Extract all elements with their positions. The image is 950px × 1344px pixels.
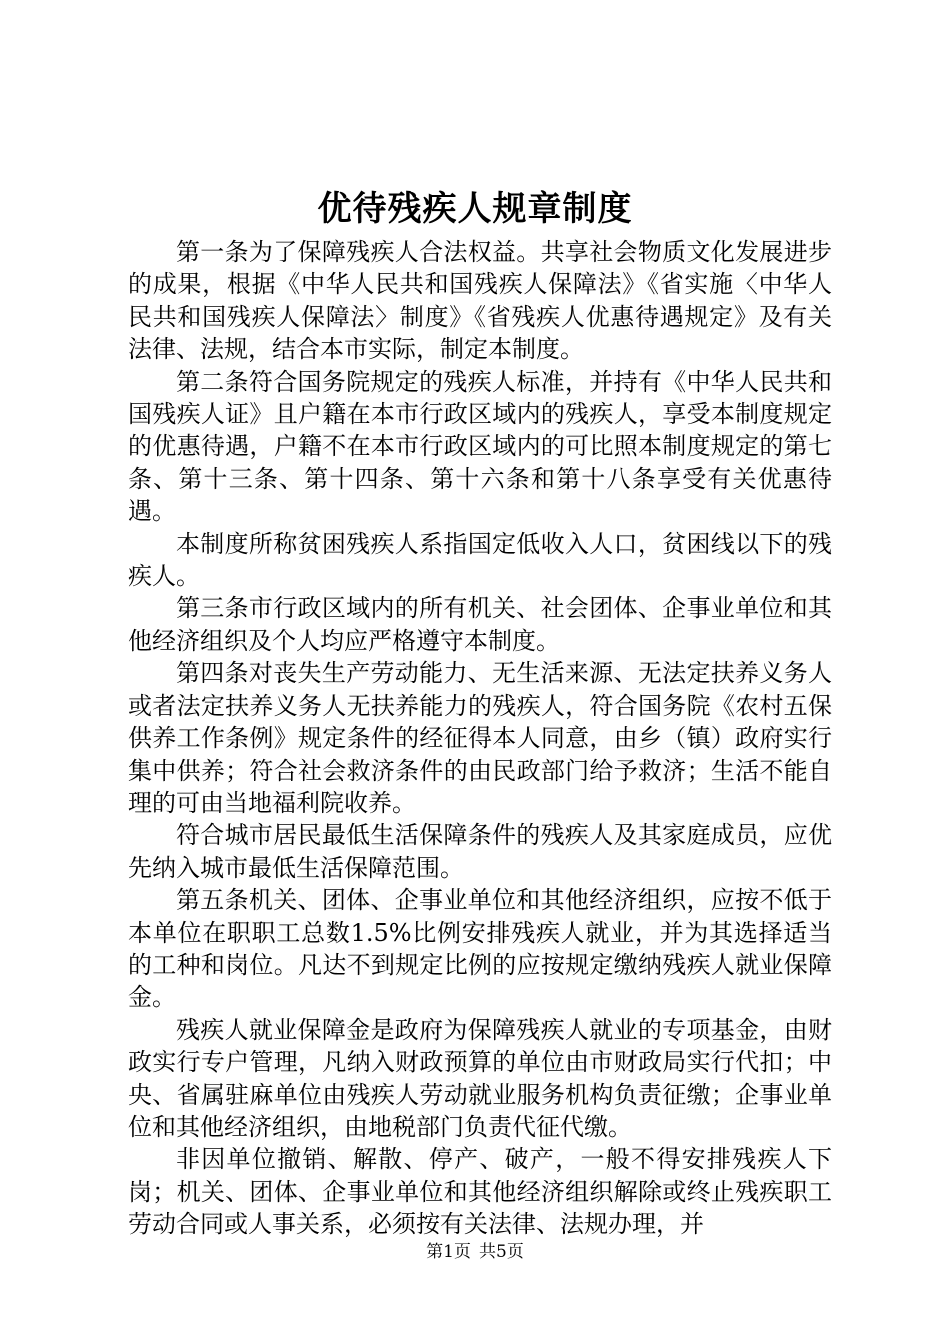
document-body [128,236,832,1241]
page-footer [0,1240,950,1264]
page-number-current: 第1页 [426,1242,471,1262]
page-number-total: 共5页 [479,1242,524,1262]
paragraph-article-1: 第一条为了保障残疾人合法权益。共享社会物质文化发展进步的成果，根据《中华人民共和国残疾人保障法》《省实施〈中华人民共和国残疾人保障法〉制度》《省残疾人优惠待遇规定》及有关法律、法规，结合本市实际，制定本制度。 [128,238,832,364]
paragraph-layoff-rules: 非因单位撤销、解散、停产、破产，一般不得安排残疾人下岗；机关、团体、企事业单位和其他经济组织解除或终止残疾职工劳动合同或人事关系，必须按有关法律、法规办理，并 [128,1145,832,1239]
paragraph-minimum-living: 符合城市居民最低生活保障条件的残疾人及其家庭成员，应优先纳入城市最低生活保障范围。 [128,821,832,882]
paragraph-article-5: 第五条机关、团体、企事业单位和其他经济组织，应按不低于本单位在职职工总数1.5%比例安排残疾人就业，并为其选择适当的工种和岗位。凡达不到规定比例的应按规定缴纳残疾人就业保障金。 [128,886,832,1012]
paragraph-article-4: 第四条对丧失生产劳动能力、无生活来源、无法定扶养义务人或者法定扶养义务人无扶养能力的残疾人，符合国务院《农村五保供养工作条例》规定条件的经征得本人同意，由乡（镇）政府实行集中供养；符合社会救济条件的由民政部门给予救济；生活不能自理的可由当地福利院收养。 [128,659,832,817]
paragraph-article-2: 第二条符合国务院规定的残疾人标准，并持有《中华人民共和国残疾人证》且户籍在本市行政区域内的残疾人，享受本制度规定的优惠待遇，户籍不在本市行政区域内的可比照本制度规定的第七条、第十三条、第十四条、第十六条和第十八条享受有关优惠待遇。 [128,367,832,526]
paragraph-employment-fund: 残疾人就业保障金是政府为保障残疾人就业的专项基金，由财政实行专户管理，凡纳入财政预算的单位由市财政局实行代扣；中央、省属驻麻单位由残疾人劳动就业服务机构负责征缴；企事业单位和其他经济组织，由地税部门负责代征代缴。 [128,1015,832,1141]
document-title: 优待残疾人规章制度 [317,189,633,229]
paragraph-poverty-definition: 本制度所称贫困残疾人系指国定低收入人口，贫困线以下的残疾人。 [128,529,832,591]
paragraph-article-3: 第三条市行政区域内的所有机关、社会团体、企事业单位和其他经济组织及个人均应严格遵守本制度。 [128,594,832,655]
